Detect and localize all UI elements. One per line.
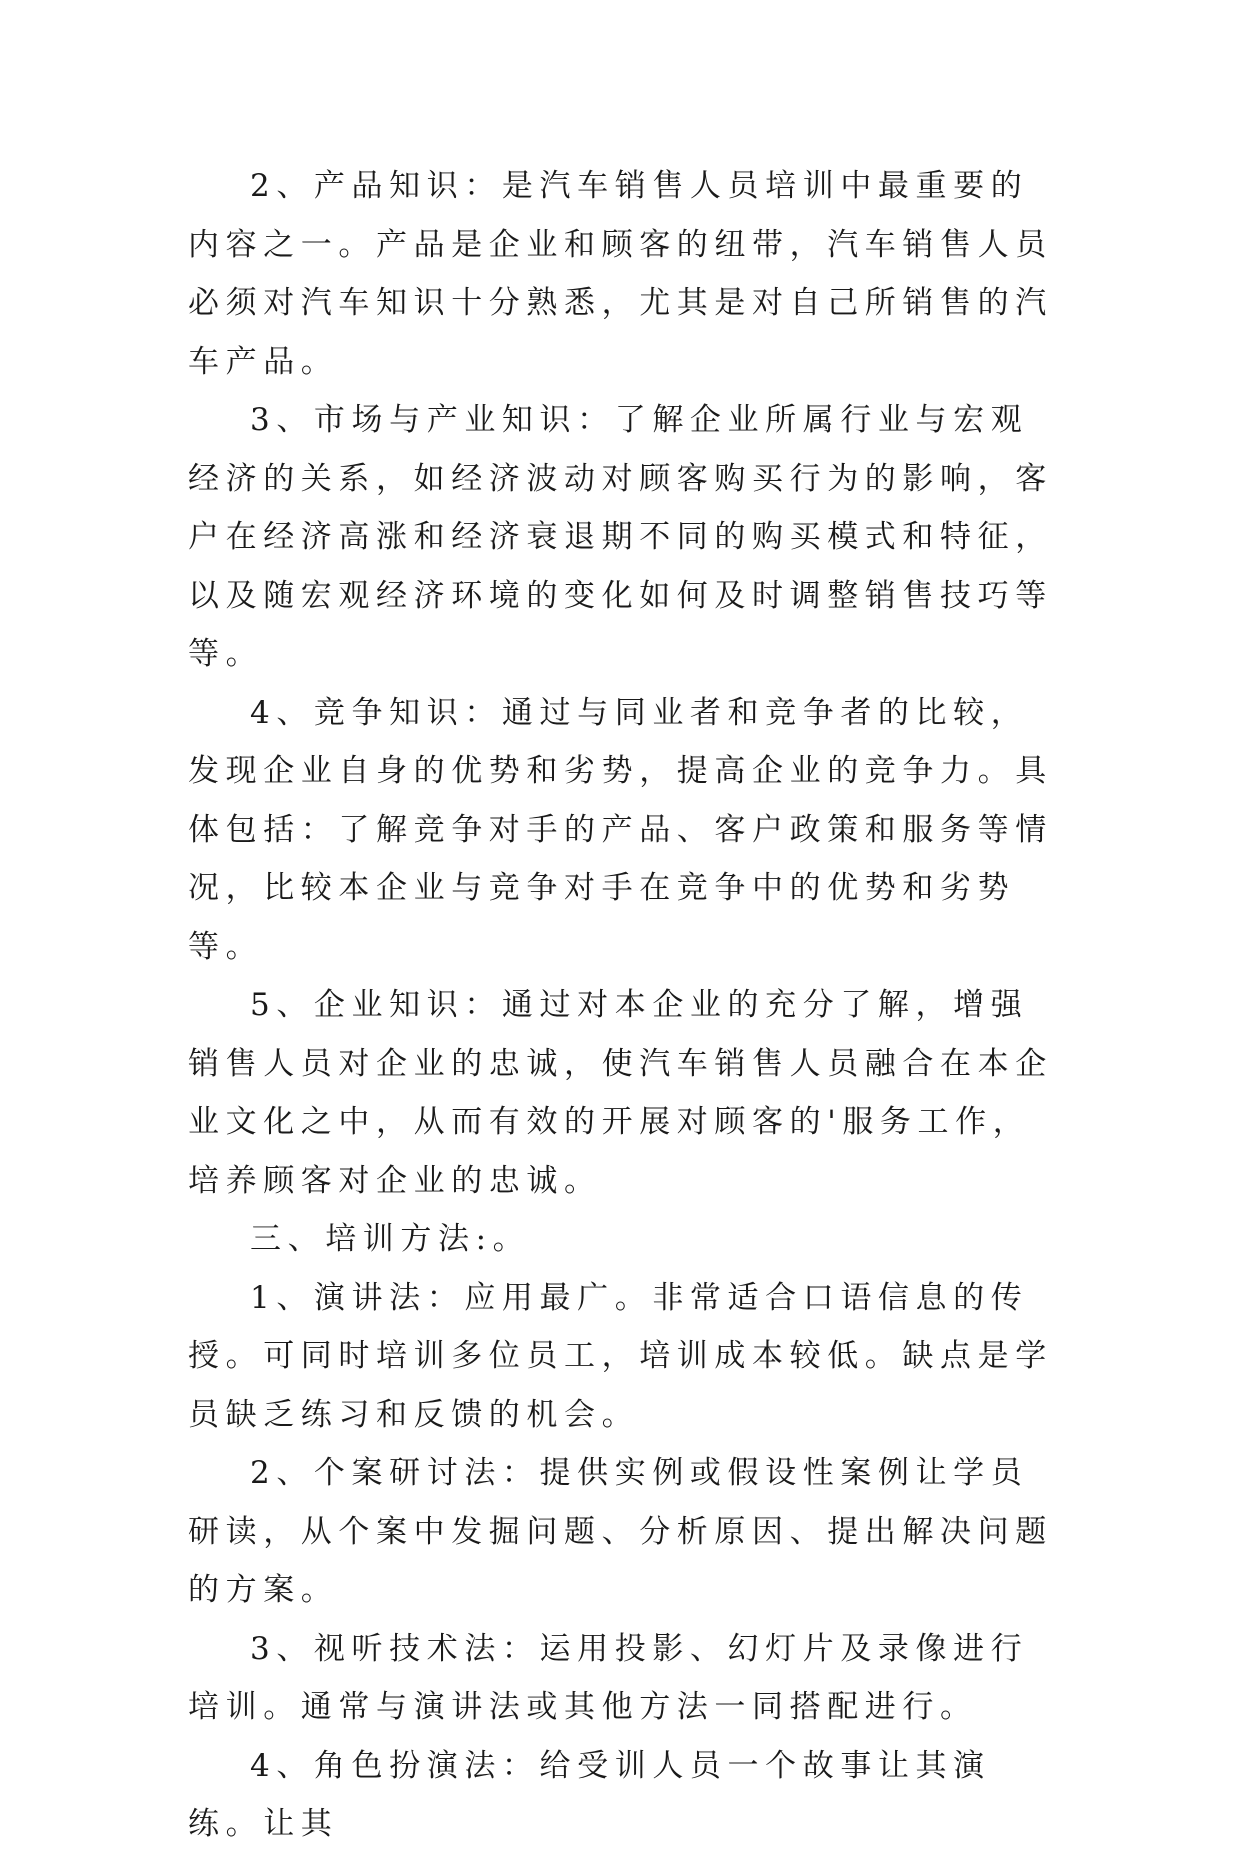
paragraph-product-knowledge: 2、产品知识：是汽车销售人员培训中最重要的内容之一。产品是企业和顾客的纽带，汽车销售人员必须对汽车知识十分熟悉，尤其是对自己所销售的汽车产品。 [188, 168, 1053, 380]
paragraph-market-knowledge: 3、市场与产业知识：了解企业所属行业与宏观经济的关系，如经济波动对顾客购买行为的影响，客户在经济高涨和经济衰退期不同的购买模式和特征，以及随宏观经济环境的变化如何及时调整销售技巧等等。 [188, 402, 1053, 672]
paragraph-competition-knowledge: 4、竞争知识：通过与同业者和竞争者的比较，发现企业自身的优势和劣势，提高企业的竞争力。具体包括：了解竞争对手的产品、客户政策和服务等情况，比较本企业与竞争对手在竞争中的优势和劣势等。 [188, 694, 1053, 965]
section-heading-training-methods: 三、培训方法:。 [250, 1221, 531, 1257]
paragraph-enterprise-knowledge: 5、企业知识：通过对本企业的充分了解，增强销售人员对企业的忠诚，使汽车销售人员融合在本企业文化之中，从而有效的开展对顾客的'服务工作，培养顾客对企业的忠诚。 [188, 987, 1053, 1199]
paragraph-case-study-method: 2、个案研讨法：提供实例或假设性案例让学员研读，从个案中发掘问题、分析原因、提出解决问题的方案。 [188, 1455, 1053, 1608]
paragraph-role-play-method: 4、角色扮演法：给受训人员一个故事让其演练。让其 [188, 1747, 991, 1842]
document-body [188, 157, 1054, 1854]
paragraph-lecture-method: 1、演讲法：应用最广。非常适合口语信息的传授。可同时培训多位员工，培训成本较低。缺点是学员缺乏练习和反馈的机会。 [188, 1279, 1053, 1433]
paragraph-audiovisual-method: 3、视听技术法：运用投影、幻灯片及录像进行培训。通常与演讲法或其他方法一同搭配进行。 [188, 1630, 1029, 1725]
